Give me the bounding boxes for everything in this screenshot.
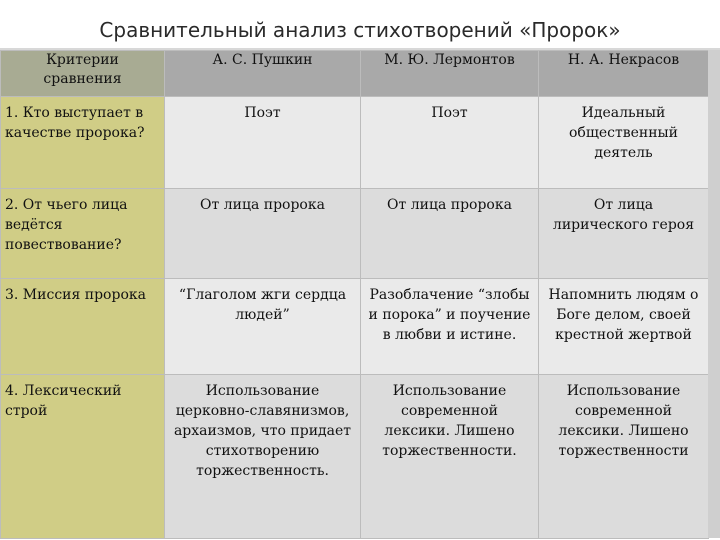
- slide-title: Сравнительный анализ стихотворений «Пророк»: [99, 18, 621, 42]
- cell-lermontov: Поэт: [361, 97, 539, 189]
- right-edge-bar: [708, 50, 720, 538]
- cell-lermontov: Разоблачение “злобы и порока” и поучение в любви и истине.: [361, 279, 539, 375]
- cell-pushkin: “Глаголом жги сердца людей”: [165, 279, 361, 375]
- table-row: [1, 97, 709, 189]
- cell-lermontov: От лица пророка: [361, 189, 539, 279]
- cell-lermontov: Использование современной лексики. Лишено торжественности.: [361, 375, 539, 539]
- header-lermontov: М. Ю. Лермонтов: [361, 51, 539, 97]
- cell-pushkin: Использование церковно-славянизмов, архаизмов, что придает стихотворению торжественность.: [165, 375, 361, 539]
- row-criterion: 2. От чьего лица ведётся повествование?: [1, 189, 165, 279]
- header-pushkin: А. С. Пушкин: [165, 51, 361, 97]
- cell-nekrasov: Напомнить людям о Боге делом, своей крестной жертвой: [539, 279, 709, 375]
- row-criterion: 1. Кто выступает в качестве пророка?: [1, 97, 165, 189]
- cell-nekrasov: От лица лирического героя: [539, 189, 709, 279]
- table-row: [1, 279, 709, 375]
- header-nekrasov: Н. А. Некрасов: [539, 51, 709, 97]
- row-criterion: 4. Лексический строй: [1, 375, 165, 539]
- table-row: [1, 375, 709, 539]
- cell-pushkin: Поэт: [165, 97, 361, 189]
- cell-pushkin: От лица пророка: [165, 189, 361, 279]
- row-criterion: 3. Миссия пророка: [1, 279, 165, 375]
- cell-nekrasov: Идеальный общественный деятель: [539, 97, 709, 189]
- header-row: [1, 51, 709, 97]
- comparison-table: [0, 50, 709, 539]
- table-row: [1, 189, 709, 279]
- header-criteria: Критерии сравнения: [1, 51, 165, 97]
- cell-nekrasov: Использование современной лексики. Лишено торжественности: [539, 375, 709, 539]
